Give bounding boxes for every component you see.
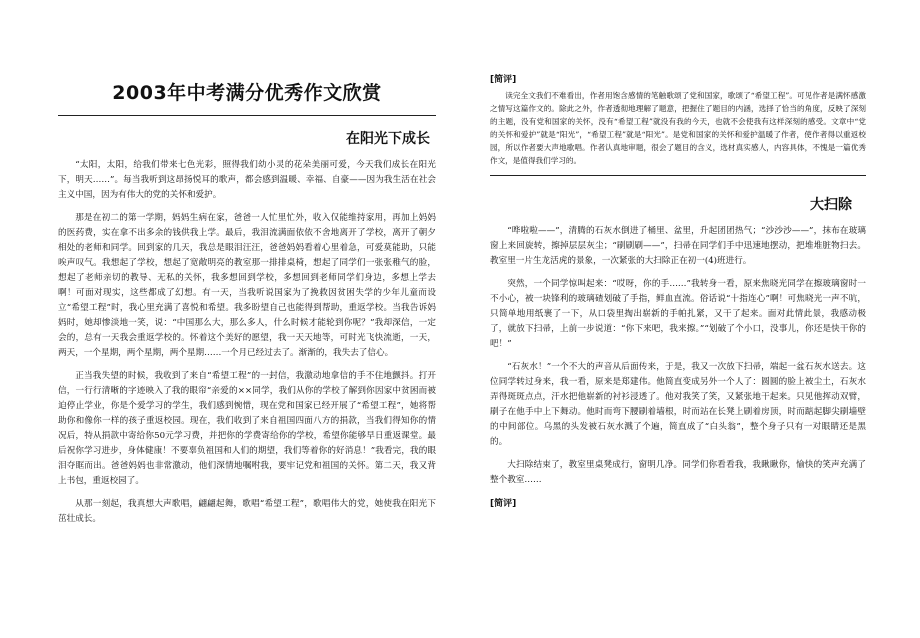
right-column bbox=[490, 70, 866, 513]
essay2-title: 大扫除 bbox=[810, 197, 852, 213]
essay1-paragraph: 那是在初二的第一学期，妈妈生病在家，爸爸一人忙里忙外，收入仅能维持家用，再加上妈妈的医药费，实在拿不出多余的钱供我上学。最后，我泪流满面依依不舍地离开了学校，离开了朝夕相处的老师和同学。回到家的几天，我总是眼泪汪汪，爸爸妈妈看着心里着急，可爱莫能助，只能唉声叹气。我想起了学校，想起了宽敞明亮的教室那一排排桌椅，想起了同学们一张张稚气的脸，想起了老师亲切的教导、无私的关怀，我多想回到学校，多想回到老师同学们身边，多想上学去啊！可面对现实，这些都成了幻想。有一天，当我听说国家为了挽救因贫困失学的少年儿童而设立“希望工程”时，我心里充满了喜悦和希望。我多盼望自己也能得到帮助，重返学校。当我告诉妈妈时，她却惨淡地一笑，说：“中国那么大，那么多人，什么时候才能轮到你呢？”我却深信，一定会的，总有一天我会重返学校的。怀着这个美好的愿望，我一天天地等，可时光飞快流逝，一天，两天，一个星期，两个星期，两个星期……一个月已经过去了。渐渐的，我失去了信心。 bbox=[58, 213, 436, 358]
left-column bbox=[58, 70, 436, 535]
comment1-label: [简评] bbox=[490, 75, 517, 85]
document-title: 2003年中考满分优秀作文欣赏 bbox=[112, 82, 382, 104]
essay2-paragraph: 突然，一个同学惊叫起来：“哎呀，你的手……”我转身一看，原来焦晓光同学在擦玻璃窗时一不小心，被一块锋利的玻璃碴划破了手指，鲜血直流。俗话说“十指连心”啊！可焦晓光一声不吭，只简单地用纸裹了一下，从口袋里掏出崭新的手帕扎紧，又干了起来。面对此情此景，我感动极了，就放下扫帚，上前一步说道：“你下来吧，我来擦。”“划破了个小口，没事儿，你还是快干你的吧！” bbox=[490, 279, 866, 349]
essay2-paragraph: “石灰水！”一个不大的声音从后面传来，于是，我又一次放下扫帚，端起一盆石灰水送去。这位同学转过身来，我一看，原来是郑建伟。他简直变成另外一个人了：圆圆的脸上被尘土，石灰水弄得斑斑点点，汗水把他崭新的衬衫浸透了。他对我笑了笑，又紧张地干起来。只见他挥动双臂，刷子在他手中上下舞动。他时而弯下腰刷着墙根，时而站在长凳上刷着房顶，时而踮起脚尖刷墙壁的中间部位。乌黑的头发被石灰水溅了个遍，简直成了“白头翁”，整个身子只有一对眼睛还是黑的。 bbox=[490, 362, 866, 447]
title-divider bbox=[58, 115, 436, 116]
comment1-text: 读完全文我们不难看出，作者用饱含感情的笔触歌颂了党和国家，歌颂了“希望工程”。可见作者是满怀感激之情写这篇作文的。除此之外，作者透彻地理解了题意，把握住了题目的内涵，选择了恰当的角度，反映了深刻的主题，没有党和国家的关怀，没有“希望工程”就没有我的今天，也就不会使我有这样深刻的感受。文章中“党的关怀和爱护”就是“阳光”，“希望工程”就是“阳光”。是党和国家的关怀和爱护温暖了作者，使作者得以重返校园，所以作者要大声地歌唱。作者认真地审题，很会了题目的含义，选材真实感人，内容具体，不愧是一篇优秀作文，是值得我们学习的。 bbox=[490, 91, 866, 165]
essay1-paragraph: 从那一刻起，我真想大声歌唱，翩翩起舞，歌唱“希望工程”，歌唱伟大的党，她使我在阳光下茁壮成长。 bbox=[58, 499, 436, 524]
essay1-paragraph: “太阳，太阳，给我们带来七色光彩，照得我们幼小灵的花朵美丽可爱，今天我们成长在阳光下，明天……”。每当我听到这昂扬悦耳的歌声，都会感到温暖、幸福、自豪——因为我生活在社会主义中国，因为有伟大的党的关怀和爱护。 bbox=[58, 160, 436, 200]
essay2-paragraph: “哗啦啦——”，清腾的石灰水倒进了桶里、盆里，升起团团热气；“沙沙沙——”，抹布在玻璃窗上来回旋转，擦掉层层灰尘；“刷刷刷——”，扫帚在同学们手中迅速地摆动，把堆堆脏物扫去。教室里一片生龙活虎的景象，一次紧张的大扫除正在初一(4)班进行。 bbox=[490, 226, 866, 266]
essay1-paragraph: 正当我失望的时候，我收到了来自“希望工程”的一封信，我激动地拿信的手不住地颤抖。打开信，一行行清晰的字迹映入了我的眼帘“亲爱的××同学，我们从你的学校了解到你因家中贫困而被迫停止学业，你是个爱学习的学生，我们感到惋惜，现在党和国家已经开展了“希望工程”，她将帮助你和像你一样的孩子重返校园。现在，我们收到了来自祖国四面八方的捐款，当我们得知你的情况后，特从捐款中寄给你50元学习费，并把你的学费寄给你的学校，希望你能够早日重返课堂。最后祝你学习进步，身体健康！不要辜负祖国和人们的期望，我们等着你的好消息！”我看完，我的眼泪夺眶而出。爸爸妈妈也非常激动，他们深情地嘱咐我，要牢记党和祖国的关怀。第二天，我又背上书包，重返校园了。 bbox=[58, 371, 436, 486]
essay2-paragraph: 大扫除结束了，教室里桌凳成行，窗明几净。同学们你看看我，我瞅瞅你，愉快的笑声充满了整个教室…… bbox=[490, 460, 866, 485]
essay1-title: 在阳光下成长 bbox=[346, 131, 430, 147]
comment-divider bbox=[490, 175, 866, 176]
comment2-label: [简评] bbox=[490, 499, 517, 509]
